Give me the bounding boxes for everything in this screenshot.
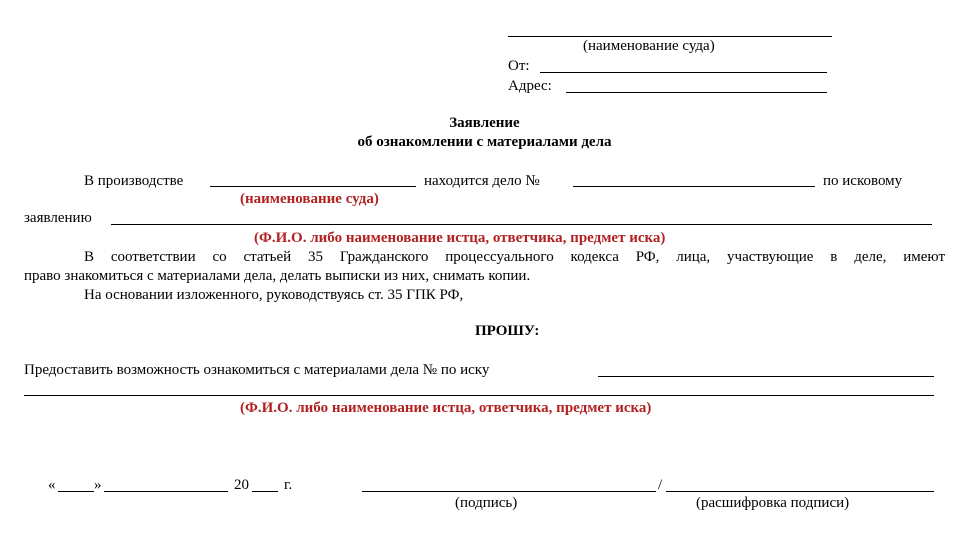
request-heading: ПРОШУ: xyxy=(475,323,540,339)
decoding-line xyxy=(666,491,934,492)
signature-caption: (подпись) xyxy=(455,495,518,511)
p3-text: На основании изложенного, руководствуясь ст. 35 ГПК РФ, xyxy=(84,287,464,303)
month-line xyxy=(104,491,228,492)
document-title: Заявление xyxy=(449,115,520,131)
request-field-line xyxy=(598,376,934,377)
court-hint: (наименование суда) xyxy=(240,191,379,207)
date-open-quote: « xyxy=(48,477,56,493)
from-line xyxy=(540,72,827,73)
year-suffix: г. xyxy=(284,477,293,493)
p1-line2-text: заявлению xyxy=(24,210,92,226)
signature-slash: / xyxy=(658,477,663,493)
year-prefix: 20 xyxy=(234,477,249,493)
signature-line xyxy=(362,491,656,492)
court-field-line xyxy=(210,186,416,187)
year-line xyxy=(252,491,278,492)
request-text: Предоставить возможность ознакомиться с материалами дела № по иску xyxy=(24,362,490,378)
p1-mid-text: находится дело № xyxy=(424,173,540,189)
p2-line1: В соответствии со статьей 35 Гражданского процессуального кодекса РФ, лица, участвующие в деле, имеют xyxy=(84,249,945,265)
date-close-quote: » xyxy=(94,477,102,493)
case-number-line xyxy=(573,186,815,187)
request-field-line-2 xyxy=(24,395,934,396)
from-label: От: xyxy=(508,58,530,74)
request-party-hint: (Ф.И.О. либо наименование истца, ответчика, предмет иска) xyxy=(240,400,652,416)
address-line xyxy=(566,92,827,93)
p1-end-text: по исковому xyxy=(823,173,903,189)
address-label: Адрес: xyxy=(508,78,552,94)
party-field-line xyxy=(111,224,932,225)
party-hint: (Ф.И.О. либо наименование истца, ответчика, предмет иска) xyxy=(254,230,666,246)
decoding-caption: (расшифровка подписи) xyxy=(696,495,850,511)
court-caption: (наименование суда) xyxy=(583,38,715,54)
p2-line2: право знакомиться с материалами дела, делать выписки из них, снимать копии. xyxy=(24,268,531,284)
day-line xyxy=(58,491,94,492)
document-subtitle: об ознакомлении с материалами дела xyxy=(357,134,612,150)
p1-start-text: В производстве xyxy=(84,173,184,189)
